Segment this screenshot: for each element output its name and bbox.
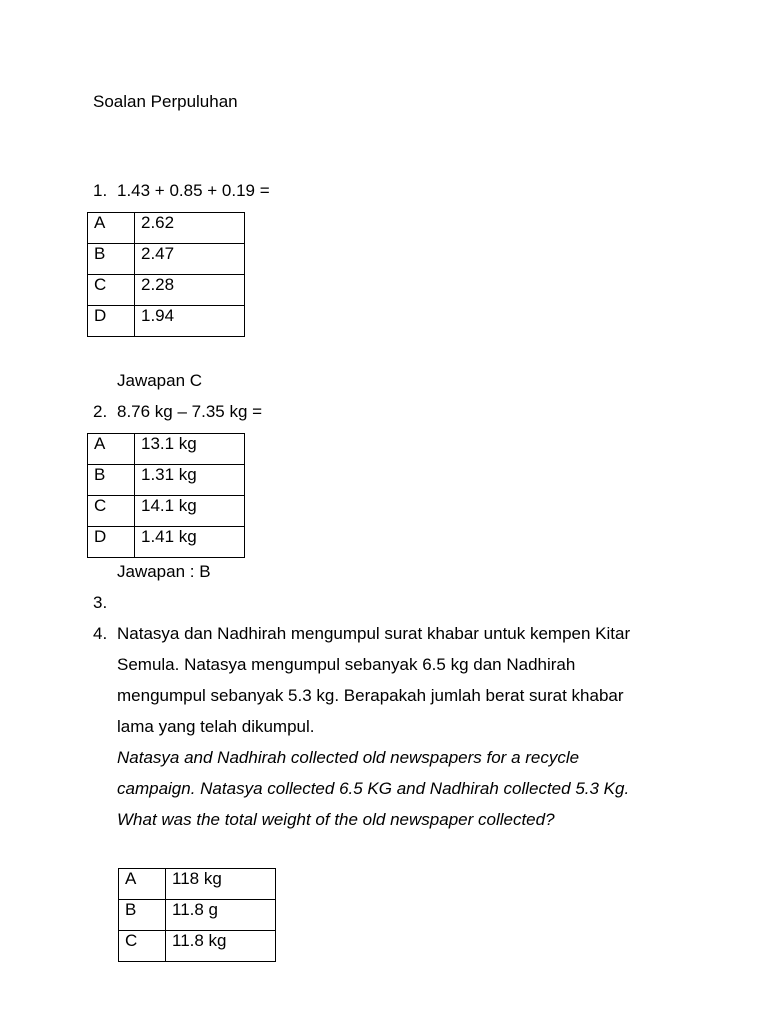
question-4-english-line: Natasya and Nadhirah collected old newspapers for a recycle: [117, 748, 580, 767]
option-letter: B: [88, 465, 135, 496]
question-2-number: 2.: [93, 402, 108, 421]
option-row: [119, 900, 276, 931]
option-value: 2.62: [135, 213, 245, 244]
question-2-answer: Jawapan : B: [117, 562, 211, 581]
option-letter: A: [88, 213, 135, 244]
question-3-number: 3.: [93, 593, 108, 612]
question-4-malay-line: lama yang telah dikumpul.: [117, 717, 315, 736]
option-value: 118 kg: [166, 869, 276, 900]
question-2-options: [87, 433, 245, 558]
question-4-english-line: What was the total weight of the old newspaper collected?: [117, 810, 555, 829]
option-value: 14.1 kg: [135, 496, 245, 527]
question-1-options: [87, 212, 245, 337]
question-1-number: 1.: [93, 181, 108, 200]
option-letter: D: [88, 306, 135, 337]
option-letter: A: [119, 869, 166, 900]
question-2-text: 8.76 kg – 7.35 kg =: [117, 402, 263, 421]
question-4-malay-line: Natasya dan Nadhirah mengumpul surat khabar untuk kempen Kitar: [117, 624, 631, 643]
option-row: [88, 527, 245, 558]
question-4-options: [118, 868, 276, 962]
option-value: 1.41 kg: [135, 527, 245, 558]
option-letter: C: [119, 931, 166, 962]
option-row: [88, 434, 245, 465]
option-row: [119, 931, 276, 962]
option-row: [88, 275, 245, 306]
question-4-malay-line: Semula. Natasya mengumpul sebanyak 6.5 kg dan Nadhirah: [117, 655, 576, 674]
question-4-number: 4.: [93, 624, 108, 643]
question-1-text: 1.43 + 0.85 + 0.19 =: [117, 181, 270, 200]
option-row: [88, 244, 245, 275]
option-row: [88, 465, 245, 496]
option-letter: D: [88, 527, 135, 558]
option-row: [88, 213, 245, 244]
option-letter: A: [88, 434, 135, 465]
page-title: Soalan Perpuluhan: [93, 92, 238, 111]
option-value: 2.28: [135, 275, 245, 306]
option-value: 2.47: [135, 244, 245, 275]
option-row: [88, 496, 245, 527]
option-row: [88, 306, 245, 337]
option-letter: C: [88, 496, 135, 527]
question-4-malay-line: mengumpul sebanyak 5.3 kg. Berapakah jumlah berat surat khabar: [117, 686, 624, 705]
option-value: 1.31 kg: [135, 465, 245, 496]
option-value: 11.8 g: [166, 900, 276, 931]
question-1-answer: Jawapan C: [117, 371, 203, 390]
question-4-english-line: campaign. Natasya collected 6.5 KG and Nadhirah collected 5.3 Kg.: [117, 779, 630, 798]
option-value: 13.1 kg: [135, 434, 245, 465]
option-letter: B: [88, 244, 135, 275]
option-letter: B: [119, 900, 166, 931]
option-value: 1.94: [135, 306, 245, 337]
option-row: [119, 869, 276, 900]
option-value: 11.8 kg: [166, 931, 276, 962]
option-letter: C: [88, 275, 135, 306]
